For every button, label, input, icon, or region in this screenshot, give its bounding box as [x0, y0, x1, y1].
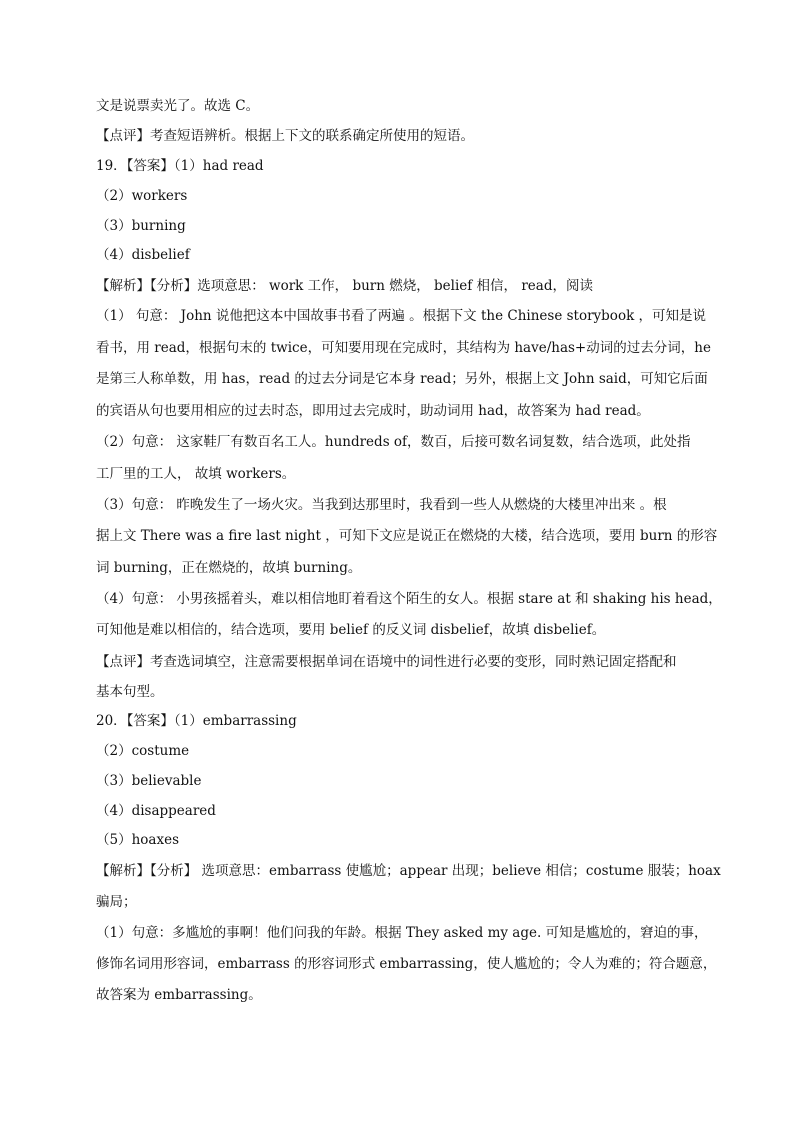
- analysis-19-line-4: 的宾语从句也要用相应的过去时态，即用过去完成时，助动词用 had，故答案为 had read。: [96, 403, 650, 419]
- answer-20-heading: 20．【答案】（1）embarrassing: [96, 713, 297, 729]
- analysis-19-line-7: （3）句意： 昨晚发生了一场火灾。当我到达那里时，我看到一些人从燃烧的大楼里冲出来 。根: [96, 497, 667, 513]
- analysis-19-line-11: 可知他是难以相信的，结合选项，要用 belief 的反义词 disbelief，故填 disbelief。: [96, 622, 606, 638]
- analysis-20-line-2: 修饰名词用形容词，embarrass 的形容词形式 embarrassing，使人尴尬的；令人为难的；符合题意，: [96, 956, 717, 972]
- comment-19-line-1: 【点评】考查选词填空，注意需要根据单词在语境中的词性进行必要的变形，同时熟记固定搭配和: [96, 654, 677, 670]
- analysis-19-line-1: （1） 句意： John 说他把这本中国故事书看了两遍 。根据下文 the Chinese storybook ，可知是说: [96, 308, 707, 324]
- analysis-19-line-5: （2）句意： 这家鞋厂有数百名工人。hundreds of，数百，后接可数名词复数，结合选项，此处指: [96, 434, 691, 450]
- analysis-19-line-8: 据上文 There was a fire last night ，可知下文应是说正在燃烧的大楼，结合选项，要用 burn 的形容: [96, 528, 718, 544]
- analysis-19-line-2: 看书，用 read，根据句末的 twice，可知要用现在完成时，其结构为 have/has+动词的过去分词，he: [96, 340, 711, 356]
- text-line-2: 【点评】考查短语辨析。根据上下文的联系确定所使用的短语。: [96, 128, 474, 144]
- analysis-20-options-cont: 骗局；: [96, 894, 137, 910]
- analysis-19-line-10: （4）句意： 小男孩摇着头，难以相信地盯着看这个陌生的女人。根据 stare at 和 shaking his head，: [96, 591, 722, 607]
- analysis-19-line-6: 工厂里的工人， 故填 workers。: [96, 466, 296, 482]
- analysis-19-options: 【解析】【分析】选项意思： work 工作， burn 燃烧， belief 相信， read，阅读: [96, 278, 593, 294]
- answer-20-item-5: （5）hoaxes: [96, 832, 179, 848]
- answer-20-item-3: （3）believable: [96, 773, 202, 789]
- answer-19-heading: 19．【答案】（1）had read: [96, 158, 264, 174]
- answer-20-item-4: （4）disappeared: [96, 803, 216, 819]
- answer-20-item-2: （2）costume: [96, 743, 190, 759]
- analysis-20-line-1: （1）句意：多尴尬的事啊！他们问我的年龄。根据 They asked my age. 可知是尴尬的，窘迫的事，: [96, 925, 708, 941]
- answer-19-item-4: （4）disbelief: [96, 247, 190, 263]
- analysis-20-line-3: 故答案为 embarrassing。: [96, 987, 262, 1003]
- comment-19-line-2: 基本句型。: [96, 684, 164, 700]
- analysis-19-line-3: 是第三人称单数，用 has，read 的过去分词是它本身 read；另外，根据上文 John said，可知它后面: [96, 371, 708, 387]
- analysis-20-options: 【解析】【分析】 选项意思：embarrass 使尴尬；appear 出现；believe 相信；costume 服装；hoax: [96, 863, 721, 879]
- text-line-1: 文是说票卖光了。故选 C。: [96, 98, 260, 114]
- answer-19-item-2: （2）workers: [96, 188, 188, 204]
- analysis-19-line-9: 词 burning，正在燃烧的，故填 burning。: [96, 560, 362, 576]
- answer-19-item-3: （3）burning: [96, 218, 186, 234]
